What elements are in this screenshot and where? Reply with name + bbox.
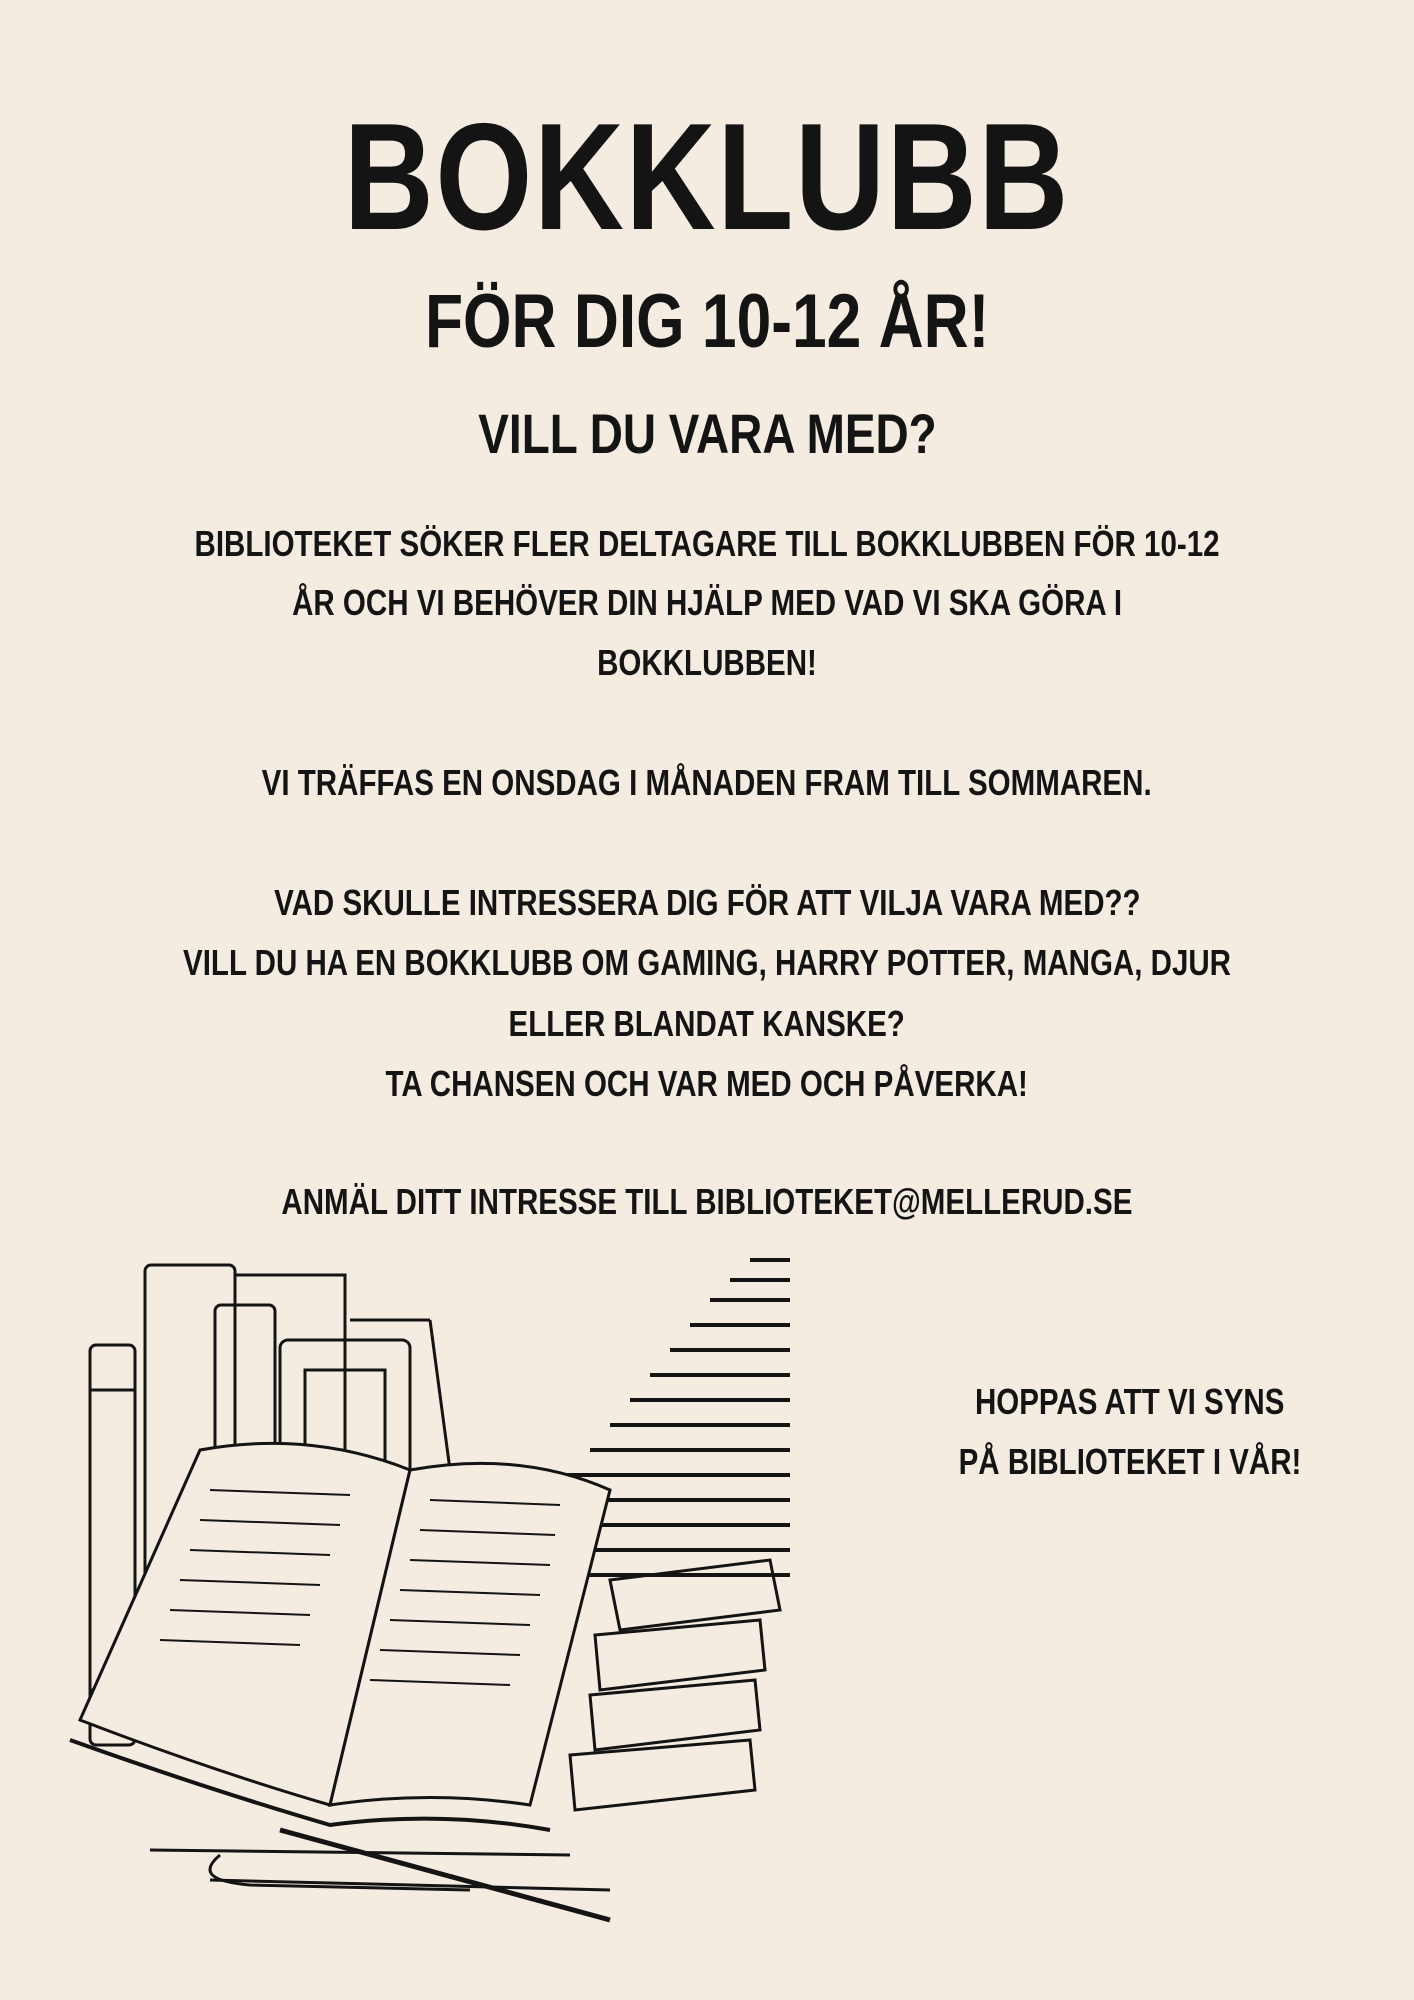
body-line bbox=[0, 1004, 1414, 1044]
books-illustration bbox=[50, 1250, 790, 1930]
body-line bbox=[0, 524, 1414, 564]
email-text: ANMÄL DITT INTRESSE TILL BIBLIOTEKET@MELLERUD.SE bbox=[281, 1181, 1133, 1222]
body-line bbox=[0, 763, 1414, 803]
closing-message bbox=[880, 1372, 1380, 1492]
contact-line bbox=[0, 1182, 1414, 1222]
body-text: VI TRÄFFAS EN ONSDAG I MÅNADEN FRAM TILL SOMMAREN. bbox=[262, 762, 1152, 803]
body-text: BIBLIOTEKET SÖKER FLER DELTAGARE TILL BOKKLUBBEN FÖR 10-12 bbox=[194, 523, 1220, 564]
poster-question bbox=[0, 404, 1414, 464]
body-text: ELLER BLANDAT KANSKE? bbox=[508, 1003, 906, 1044]
body-line bbox=[0, 1064, 1414, 1104]
body-line bbox=[0, 883, 1414, 923]
poster-subtitle bbox=[0, 279, 1414, 364]
body-text: TA CHANSEN OCH VAR MED OCH PÅVERKA! bbox=[385, 1063, 1029, 1104]
body-text: VAD SKULLE INTRESSERA DIG FÖR ATT VILJA VARA MED?? bbox=[273, 882, 1141, 923]
body-text: BOKKLUBBEN! bbox=[597, 642, 817, 683]
question-text: VILL DU VARA MED? bbox=[477, 402, 937, 465]
closing-line: PÅ BIBLIOTEKET I VÅR! bbox=[958, 1441, 1302, 1482]
body-line bbox=[0, 583, 1414, 623]
stacked-books bbox=[570, 1560, 780, 1810]
subtitle-text: FÖR DIG 10-12 ÅR! bbox=[424, 279, 990, 364]
body-line bbox=[0, 943, 1414, 983]
title-text: BOKKLUBB bbox=[343, 92, 1071, 262]
body-line bbox=[0, 643, 1414, 683]
poster-title bbox=[0, 92, 1414, 262]
closing-line: HOPPAS ATT VI SYNS bbox=[975, 1381, 1285, 1422]
open-book bbox=[70, 1443, 610, 1830]
pen-and-table-lines bbox=[150, 1830, 610, 1920]
body-text: VILL DU HA EN BOKKLUBB OM GAMING, HARRY POTTER, MANGA, DJUR bbox=[183, 942, 1231, 983]
body-text: ÅR OCH VI BEHÖVER DIN HJÄLP MED VAD VI SKA GÖRA I bbox=[292, 582, 1122, 623]
